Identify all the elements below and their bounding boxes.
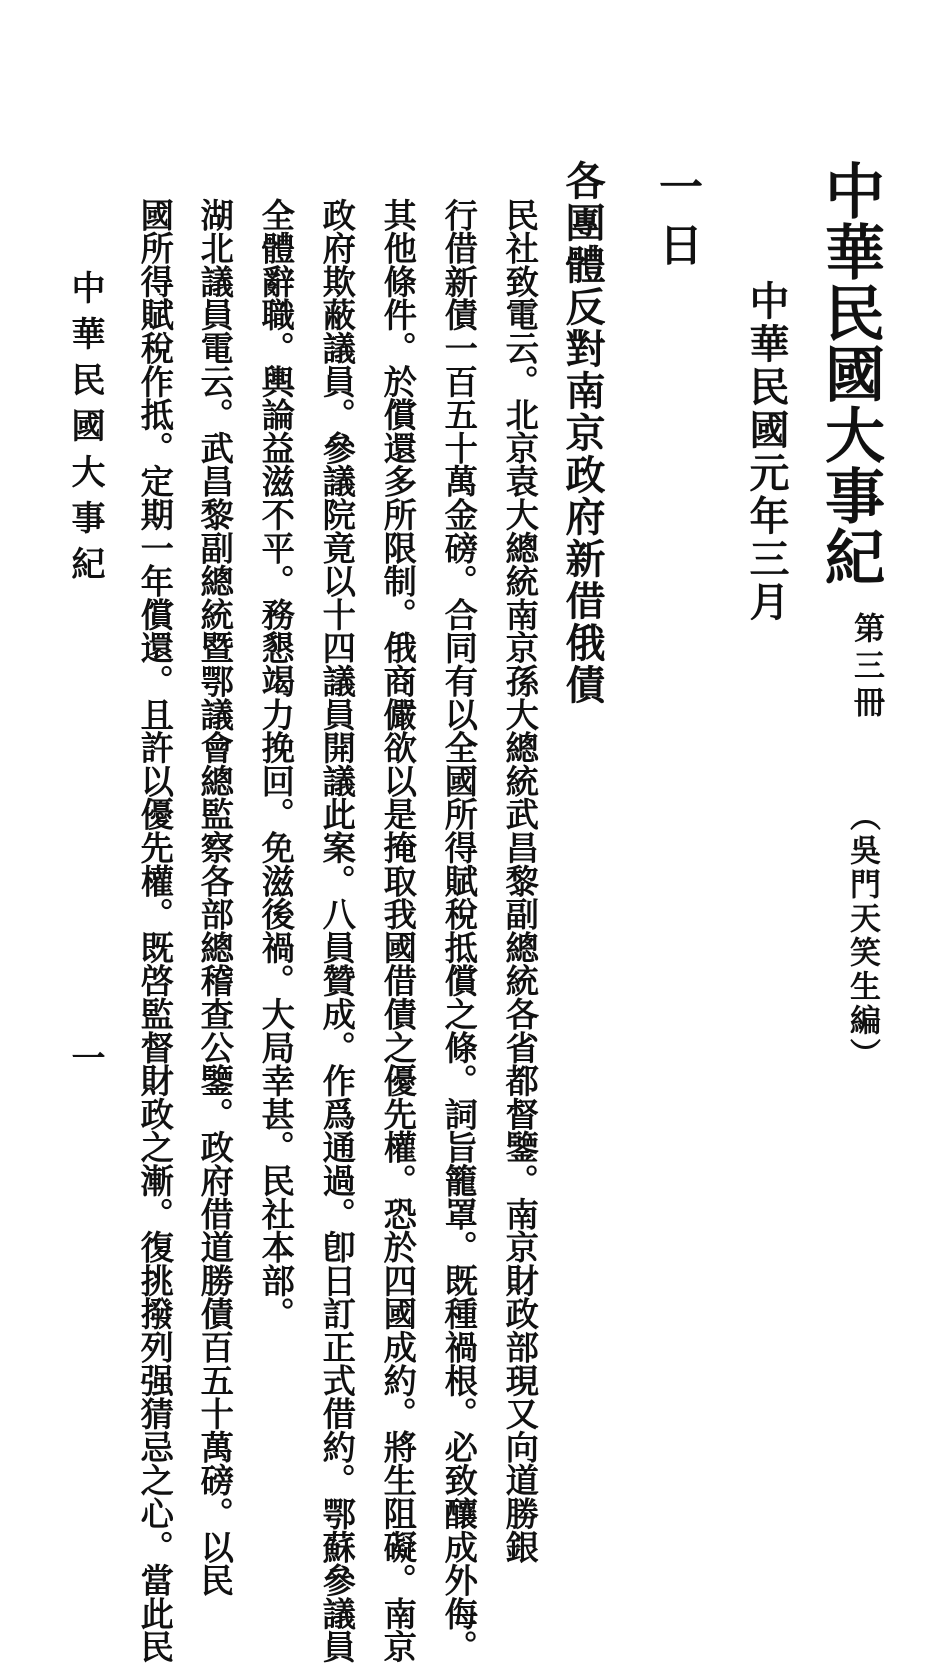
body-column-7: 國所得賦稅作抵。定期一年償還。且許以優先權。既啓監督財政之漸。復挑撥列强猜忌之心。當此民 [135, 198, 175, 1663]
page-number: 一 [65, 1040, 105, 1074]
body-column-3: 其他條件。於償還多所限制。俄商儼欲以是掩取我國借債之優先權。恐於四國成約。將生阻礙。南京 [378, 198, 418, 1663]
day-heading: 一日 [651, 164, 702, 280]
editor-credit: （吳門天笑生編） [844, 800, 880, 1072]
body-column-6: 湖北議員電云。武昌黎副總統暨鄂議會總監察各部總稽查公鑒。政府借道勝債百五十萬磅。以民 [195, 198, 235, 1597]
date-heading: 中華民國元年三月 [743, 280, 790, 624]
body-column-1: 民社致電云。北京袁大總統南京孫大總統武昌黎副總統各省都督鑒。南京財政部現又向道勝銀 [500, 198, 540, 1564]
body-column-5: 全體辭職。輿論益滋不平。務懇竭力挽回。免滋後禍。大局幸甚。民社本部。 [256, 198, 296, 1331]
body-column-2: 行借新債一百五十萬金磅。合同有以全國所得賦稅抵償之條。詞旨籠罩。既種禍根。必致釀成外侮。 [439, 198, 479, 1663]
book-title: 中華民國大事紀 [815, 160, 885, 587]
volume-label: 第三冊 [848, 612, 884, 723]
running-title: 中華民國大事紀 [65, 270, 105, 592]
body-column-4: 政府欺蔽議員。參議院竟以十四議員開議此案。八員贊成。作爲通過。卽日訂正式借約。鄂蘇參議員 [317, 198, 357, 1663]
article-headline: 各團體反對南京政府新借俄債 [559, 160, 606, 706]
